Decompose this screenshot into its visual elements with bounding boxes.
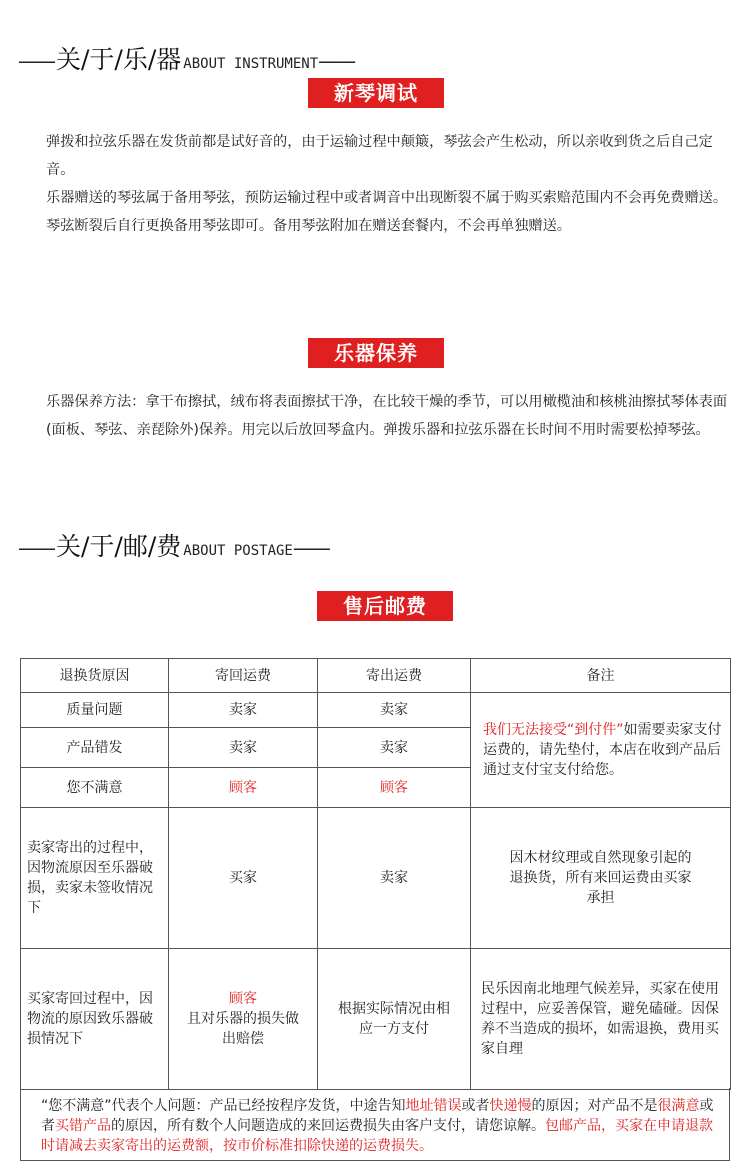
title-dash-left: —— (18, 49, 54, 73)
header-return-fee: 寄回运费 (169, 659, 318, 693)
note-prepay: 如需要卖家支付运费的，请先垫付，本店在收到产品后通过支付宝支付给您。 (483, 722, 722, 778)
table-row (21, 808, 731, 949)
postage-table (20, 658, 731, 1090)
postage-table-wrap (20, 658, 730, 1090)
cell-send-fee: 卖家 (318, 808, 471, 949)
title-dash-right-2: —— (292, 536, 329, 560)
footer-text-4: 或者 (41, 1098, 714, 1134)
cell-return-fee: 卖家 (169, 728, 318, 768)
cell-return-fee (169, 949, 318, 1090)
cell-reason: 您不满意 (21, 768, 169, 808)
footer-note (20, 1088, 730, 1161)
cell-send-fee: 根据实际情况由相应一方支付 (318, 949, 471, 1090)
footer-red-address: 地址错误 (405, 1098, 462, 1114)
footer-red-wrong-product: 买错产品 (55, 1118, 111, 1134)
tuning-paragraph-2: 乐器赠送的琴弦属于备用琴弦，预防运输过程中或者调音中出现断裂不属于购买索赔范围内不会再免费赠送。琴弦断裂后自行更换备用琴弦即可。备用琴弦附加在赠送套餐内，不会再单独赠送。 (46, 190, 728, 234)
footer-red-free-shipping: 包邮产品，买家在申请退款时请减去卖家寄出的运费额，按市价标准扣除快递的运费损失。 (41, 1118, 713, 1154)
header-reason: 退换货原因 (21, 659, 169, 693)
table-header-row (21, 659, 731, 693)
cell-reason: 产品错发 (21, 728, 169, 768)
cell-note: 民乐因南北地理气候差异，买家在使用过程中，应妥善保管，避免磕碰。因保养不当造成的损坏，如需退换，费用买家自理 (471, 949, 731, 1090)
title-en-postage: ABOUT POSTAGE (183, 543, 293, 559)
section-title-instrument (18, 40, 354, 76)
cell-send-fee: 卖家 (318, 693, 471, 728)
cell-note: 因木材纹理或自然现象引起的退换货，所有来回运费由买家承担 (471, 808, 731, 949)
footer-text-5: 的原因，所有数个人问题造成的来回运费损失由客户支付，请您谅解。 (111, 1118, 545, 1134)
title-cn-instrument: 关/于/乐/器 (56, 45, 182, 74)
cell-reason: 质量问题 (21, 693, 169, 728)
table-row (21, 693, 731, 728)
cell-reason: 买家寄回过程中，因物流的原因致乐器破损情况下 (21, 949, 169, 1090)
badge-tuning: 新琴调试 (308, 78, 444, 108)
cell-return-fee: 顾客 (169, 768, 318, 808)
title-cn-postage: 关/于/邮/费 (56, 532, 182, 561)
section-title-postage (18, 527, 329, 563)
footer-text-3: 的原因；对产品不是 (531, 1098, 658, 1114)
title-dash-left-2: —— (18, 536, 54, 560)
customer-label: 顾客 (229, 991, 257, 1007)
footer-red-slow: 快递慢 (489, 1098, 532, 1114)
badge-care: 乐器保养 (308, 338, 444, 368)
cell-send-fee: 顾客 (318, 768, 471, 808)
header-send-fee: 寄出运费 (318, 659, 471, 693)
care-paragraph: 乐器保养方法：拿干布擦拭，绒布将表面擦拭干净，在比较干燥的季节，可以用橄榄油和核桃油擦拭琴体表面(面板、琴弦、亲琵除外)保养。用完以后放回琴盒内。弹拨乐器和拉弦乐器在长时间不用时需要松掉琴弦。 (46, 394, 728, 438)
tuning-text (46, 128, 736, 240)
cell-send-fee: 卖家 (318, 728, 471, 768)
badge-postage: 售后邮费 (317, 591, 453, 621)
footer-text-1: “您不满意”代表个人问题：产品已经按程序发货，中途告知 (41, 1098, 406, 1114)
care-text (46, 388, 736, 444)
compensation-text: 且对乐器的损失做出赔偿 (187, 1011, 299, 1047)
title-en-instrument: ABOUT INSTRUMENT (183, 56, 319, 72)
note-no-cod: 我们无法接受“到付件” (483, 722, 624, 738)
table-row (21, 949, 731, 1090)
cell-return-fee: 卖家 (169, 693, 318, 728)
footer-red-unsatisfied: 很满意 (657, 1098, 700, 1114)
cell-return-fee: 买家 (169, 808, 318, 949)
header-note: 备注 (471, 659, 731, 693)
tuning-paragraph-1: 弹拨和拉弦乐器在发货前都是试好音的，由于运输过程中颠簸，琴弦会产生松动，所以亲收到货之后自己定音。 (46, 134, 713, 178)
footer-text-2: 或者 (461, 1098, 490, 1114)
title-dash-right: —— (318, 49, 355, 73)
cell-note-group1 (471, 693, 731, 808)
cell-reason: 卖家寄出的过程中，因物流原因至乐器破损，卖家未签收情况下 (21, 808, 169, 949)
